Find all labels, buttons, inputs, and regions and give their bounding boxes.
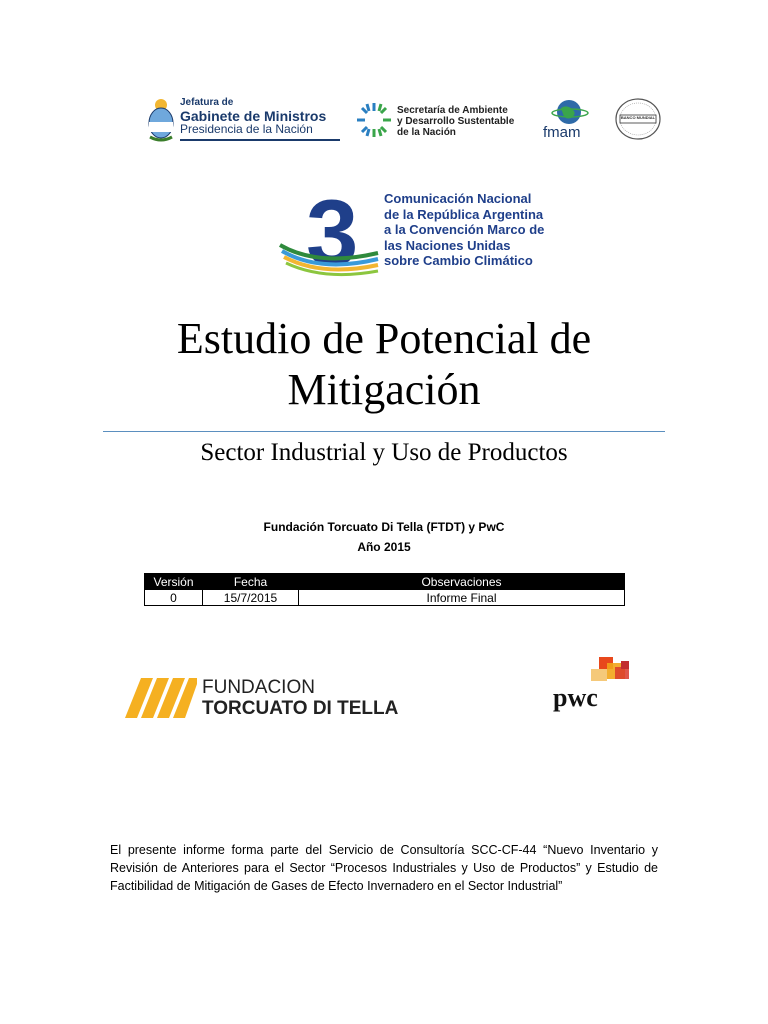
comunicacion-line1: Comunicación Nacional: [384, 191, 532, 206]
ftdt-line2: TORCUATO DI TELLA: [202, 697, 399, 719]
secretaria-line3: de la Nación: [397, 127, 456, 138]
title-divider: [103, 431, 665, 432]
version-table: [144, 573, 625, 606]
document-authors: Fundación Torcuato Di Tella (FTDT) y PwC: [263, 520, 505, 534]
jefatura-line1: Jefatura de: [180, 97, 234, 108]
comunicacion-line4: las Naciones Unidas: [384, 237, 511, 253]
comunicacion-line2: de la República Argentina: [384, 206, 544, 222]
header-fecha: Fecha: [203, 574, 299, 590]
table-row: [145, 590, 625, 606]
comunicacion-line5: sobre Cambio Climático: [384, 253, 533, 269]
fmam-label: fmam: [543, 124, 581, 141]
cell-version: 0: [145, 590, 203, 606]
document-title: [100, 313, 668, 416]
title-line1: Estudio de Potencial de: [176, 314, 592, 363]
sun-rays-icon: [355, 101, 393, 139]
title-line2: Mitigación: [287, 365, 481, 415]
banco-mundial-label: BANCO MUNDIAL: [620, 115, 656, 120]
secretaria-line2: y Desarrollo Sustentable: [397, 116, 515, 127]
comunicacion-number: 3: [306, 183, 359, 283]
globe-icon: [551, 98, 589, 126]
comunicacion-line3: a la Convención Marco de: [384, 222, 545, 238]
number-three-swoosh-icon: [278, 183, 382, 283]
pwc-label: pwc: [553, 683, 598, 712]
document-subtitle: Sector Industrial y Uso de Productos: [200, 439, 568, 466]
jefatura-line3: Presidencia de la Nación: [180, 122, 313, 137]
jefatura-line2: Gabinete de Ministros: [180, 107, 327, 124]
cell-observaciones: Informe Final: [299, 590, 625, 606]
ftdt-line1: FUNDACION: [202, 677, 315, 698]
argentina-coat-of-arms-icon: [146, 97, 176, 143]
version-table-header: [145, 574, 625, 590]
ftdt-stripes-icon: [125, 678, 197, 720]
document-year: Año 2015: [357, 540, 411, 554]
document-paragraph: El presente informe forma parte del Servicio de Consultoría SCC-CF-44 “Nuevo Inventario y Revisión de Anteriores para el Sector “Procesos Industriales y Uso de Productos” y Estudio de Factibilidad de Mitigación de Gases de Efecto Invernadero en el Sector Industrial”: [110, 843, 658, 894]
cell-fecha: 15/7/2015: [203, 590, 299, 606]
jefatura-underline: [180, 139, 340, 141]
header-observaciones: Observaciones: [299, 574, 625, 590]
secretaria-line1: Secretaría de Ambiente: [397, 105, 508, 116]
pwc-squares-icon: [585, 657, 631, 685]
header-version: Versión: [145, 574, 203, 590]
